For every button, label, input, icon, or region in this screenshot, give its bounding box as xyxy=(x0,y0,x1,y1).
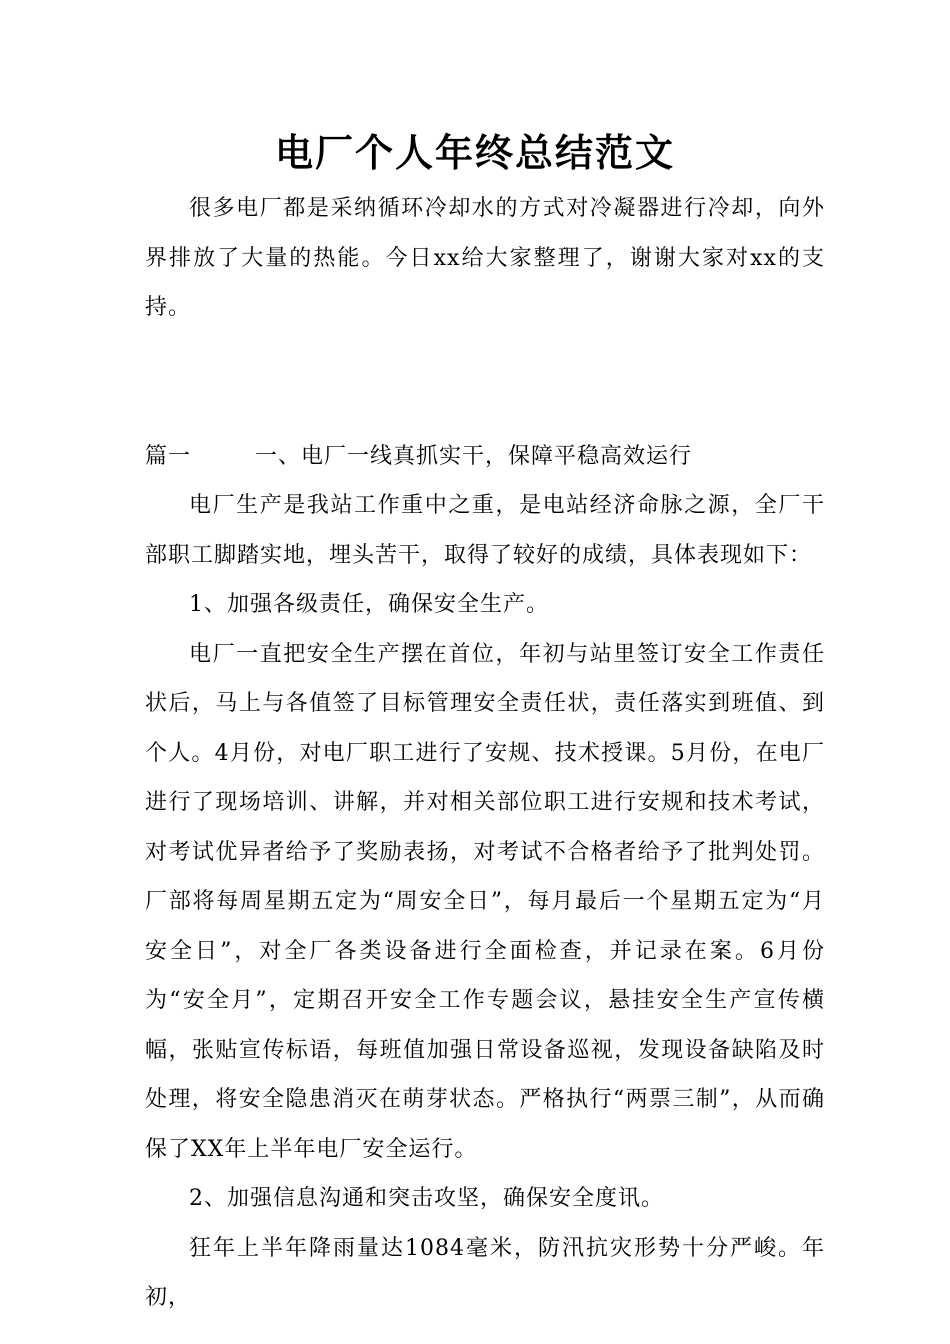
document-title: 电厂个人年终总结范文 xyxy=(274,131,675,175)
section-label: 篇一 xyxy=(145,443,192,469)
body-paragraph: 电厂生产是我站工作重中之重，是电站经济命脉之源，全厂干部职工脚踏实地，埋头苦干，取得了较好的成绩，具体表现如下： xyxy=(145,493,825,568)
section-heading: 一、电厂一线真抓实干，保障平稳高效运行 xyxy=(254,443,692,469)
blank-line xyxy=(145,333,825,383)
subheading-paragraph: 1、加强各级责任，确保安全生产。 xyxy=(189,592,549,617)
section-heading-line xyxy=(145,432,825,482)
subheading-paragraph: 2、加强信息沟通和突击攻坚，确保安全度讯。 xyxy=(189,1186,664,1211)
intro-paragraph: 很多电厂都是采纳循环冷却水的方式对冷凝器进行冷却，向外界排放了大量的热能。今日xx给大家整理了，谢谢大家对xx的支持。 xyxy=(145,196,825,320)
document-body xyxy=(145,184,825,1323)
body-paragraph: 电厂一直把安全生产摆在首位，年初与站里签订安全工作责任状后，马上与各值签了目标管理安全责任状，责任落实到班值、到个人。4月份，对电厂职工进行了安规、技术授课。5月份，在电厂进行了现场培训、讲解，并对相关部位职工进行安规和技术考试，对考试优异者给予了奖励表扬，对考试不合格者给予了批判处罚。厂部将每周星期五定为“周安全日”，每月最后一个星期五定为“月安全日”，对全厂各类设备进行全面检查，并记录在案。6月份为“安全月”，定期召开安全工作专题会议，悬挂安全生产宣传横幅，张贴宣传标语，每班值加强日常设备巡视，发现设备缺陷及时处理，将安全隐患消灭在萌芽状态。严格执行“两票三制”，从而确保了XX年上半年电厂安全运行。 xyxy=(145,641,825,1162)
body-paragraph: 狂年上半年降雨量达1084毫米，防汛抗灾形势十分严峻。年初， xyxy=(145,1235,825,1310)
blank-line xyxy=(145,382,825,432)
